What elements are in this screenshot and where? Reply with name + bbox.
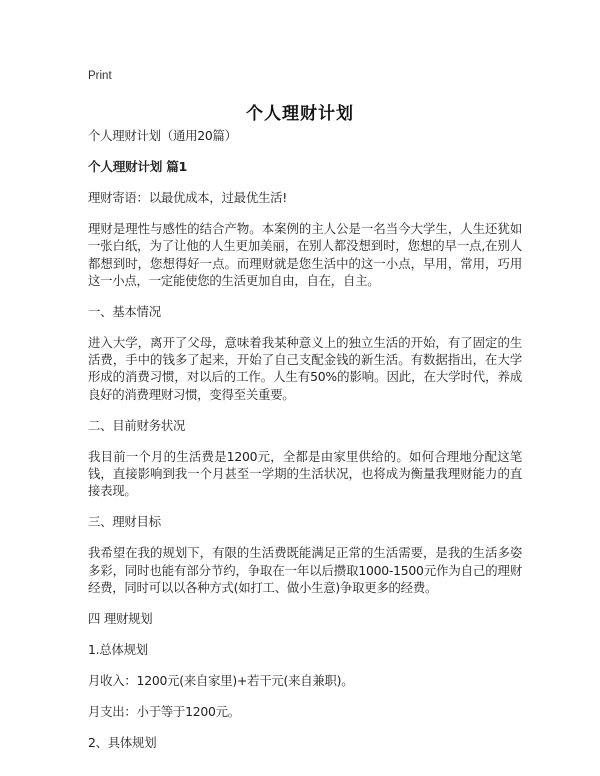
heading-detailed-plan: 2、具体规划 bbox=[88, 734, 157, 750]
heading-goals: 三、理财目标 bbox=[88, 514, 161, 530]
monthly-income: 月收入：1200元(来自家里)+若干元(来自兼职)。 bbox=[88, 672, 354, 688]
intro-paragraph: 理财是理性与感性的结合产物。本案例的主人公是一名当今大学生，人生还犹如一张白纸，为了让他的人生更加美丽，在别人都没想到时，您想的早一点,在别人都想到时，您想得好一点。而理财就是您生活中的这一小点，早用，常用，巧用这一小点，一定能使您的生活更加自由，自在，自主。 bbox=[88, 220, 522, 288]
financial-status-paragraph: 我目前一个月的生活费是1200元，全都是由家里供给的。如何合理地分配这笔钱，直接影响到我一个月甚至一学期的生活状况，也将成为衡量我理财能力的直接表现。 bbox=[88, 448, 522, 499]
document-body bbox=[88, 127, 522, 765]
section-heading: 个人理财计划 篇1 bbox=[88, 158, 188, 174]
page-title: 个人理财计划 bbox=[246, 104, 354, 124]
goals-paragraph: 我希望在我的规划下，有限的生活费既能满足正常的生活需要，是我的生活多姿多彩，同时也能有部分节约，争取在一年以后攒取1000-1500元作为自己的理财经费，同时可以以各种方式(如打工、做小生意)争取更多的经费。 bbox=[88, 545, 522, 595]
subtitle: 个人理财计划（通用20篇） bbox=[88, 128, 237, 143]
heading-basic-situation: 一、基本情况 bbox=[88, 303, 161, 319]
monthly-expense: 月支出：小于等于1200元。 bbox=[88, 703, 240, 719]
heading-overall-plan: 1.总体规划 bbox=[88, 641, 148, 657]
basic-situation-paragraph: 进入大学，离开了父母，意味着我某种意义上的独立生活的开始，有了固定的生活费，手中的钱多了起来，开始了自己支配金钱的新生活。有数据指出，在大学形成的消费习惯，对以后的工作。人生有50%的影响。因此，在大学时代，养成良好的消费理财习惯，变得至关重要。 bbox=[88, 334, 522, 402]
heading-plan: 四 理财规划 bbox=[88, 610, 153, 626]
motto-paragraph: 理财寄语：以最优成本，过最优生活! bbox=[88, 189, 287, 205]
heading-financial-status: 二、目前财务状况 bbox=[88, 417, 186, 433]
print-link[interactable]: Print bbox=[88, 70, 112, 82]
